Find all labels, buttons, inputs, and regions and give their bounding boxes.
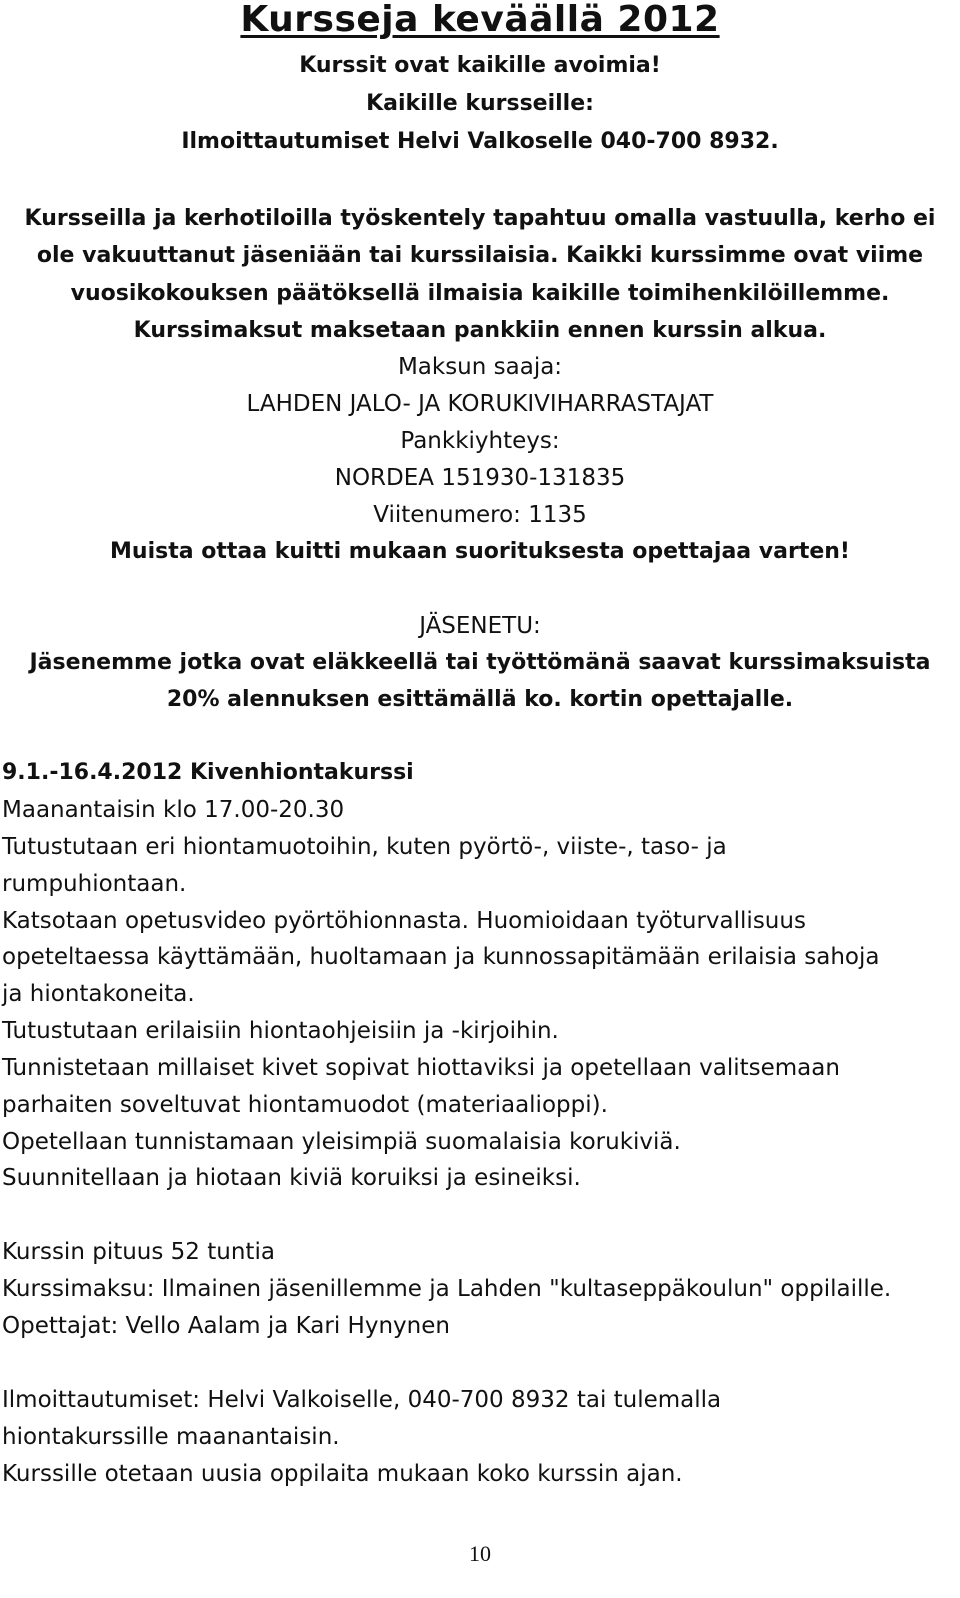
member-discount-heading: JÄSENETU: [419,613,541,639]
payment-recipient-name: LAHDEN JALO- JA KORUKIVIHARRASTAJAT [246,391,714,417]
course-description-line: ja hiontakoneita. [2,981,195,1007]
member-discount-line: Jäsenemme jotka ovat eläkkeellä tai työttömänä saavat kurssimaksuista [29,650,931,675]
page-number: 10 [469,1541,491,1566]
notice-line: vuosikokouksen päätöksellä ilmaisia kaikille toimihenkilöillemme. [70,281,890,306]
course-description-line: Suunnitellaan ja hiotaan kiviä koruiksi ja esineiksi. [2,1165,581,1191]
receipt-reminder: Muista ottaa kuitti mukaan suorituksesta opettajaa varten! [110,539,850,564]
payment-recipient-label: Maksun saaja: [397,354,563,380]
notice-line: Kursseilla ja kerhotiloilla työskentely tapahtuu omalla vastuulla, kerho ei [24,206,936,231]
course-description-line: rumpuhiontaan. [2,871,187,897]
course-schedule: Maanantaisin klo 17.00-20.30 [2,797,345,823]
course-registration-line: Ilmoittautumiset: Helvi Valkoiselle, 040-700 8932 tai tulemalla [2,1387,722,1413]
open-to-all-subtitle: Kurssit ovat kaikille avoimia! [299,53,661,78]
bank-label: Pankkiyhteys: [400,428,560,454]
course-registration-line: hiontakurssille maanantaisin. [2,1424,340,1450]
course-description-line: Tutustutaan eri hiontamuotoihin, kuten pyörtö-, viiste-, taso- ja [2,834,727,860]
course-description-line: Katsotaan opetusvideo pyörtöhionnasta. Huomioidaan työturvallisuus [2,908,806,934]
page-title: Kursseja keväällä 2012 [240,0,720,40]
registration-line: Ilmoittautumiset Helvi Valkoselle 040-700 8932. [181,129,779,154]
course-teachers: Opettajat: Vello Aalam ja Kari Hynynen [2,1313,450,1339]
notice-line: Kurssimaksut maksetaan pankkiin ennen kurssin alkua. [133,318,827,343]
payment-reference: Viitenumero: 1135 [373,502,587,528]
bank-account: NORDEA 151930-131835 [334,465,626,491]
course-description-line: Opetellaan tunnistamaan yleisimpiä suomalaisia korukiviä. [2,1129,681,1155]
course-title: 9.1.-16.4.2012 Kivenhiontakurssi [2,760,414,785]
course-description-line: parhaiten soveltuvat hiontamuodot (materiaalioppi). [2,1092,608,1118]
course-description-line: opeteltaessa käyttämään, huoltamaan ja kunnossapitämään erilaisia sahoja [2,944,880,970]
course-duration: Kurssin pituus 52 tuntia [2,1239,275,1265]
all-courses-heading: Kaikille kursseille: [366,91,594,116]
notice-line: ole vakuuttanut jäseniään tai kurssilaisia. Kaikki kurssimme ovat viime [36,243,924,268]
course-description-line: Tunnistetaan millaiset kivet sopivat hiottaviksi ja opetellaan valitsemaan [2,1055,840,1081]
course-description-line: Tutustutaan erilaisiin hiontaohjeisiin ja -kirjoihin. [2,1018,559,1044]
course-registration-line: Kurssille otetaan uusia oppilaita mukaan koko kurssin ajan. [2,1461,683,1487]
course-fee: Kurssimaksu: Ilmainen jäsenillemme ja Lahden "kultaseppäkoulun" oppilaille. [2,1276,892,1302]
member-discount-line: 20% alennuksen esittämällä ko. kortin opettajalle. [166,687,794,712]
